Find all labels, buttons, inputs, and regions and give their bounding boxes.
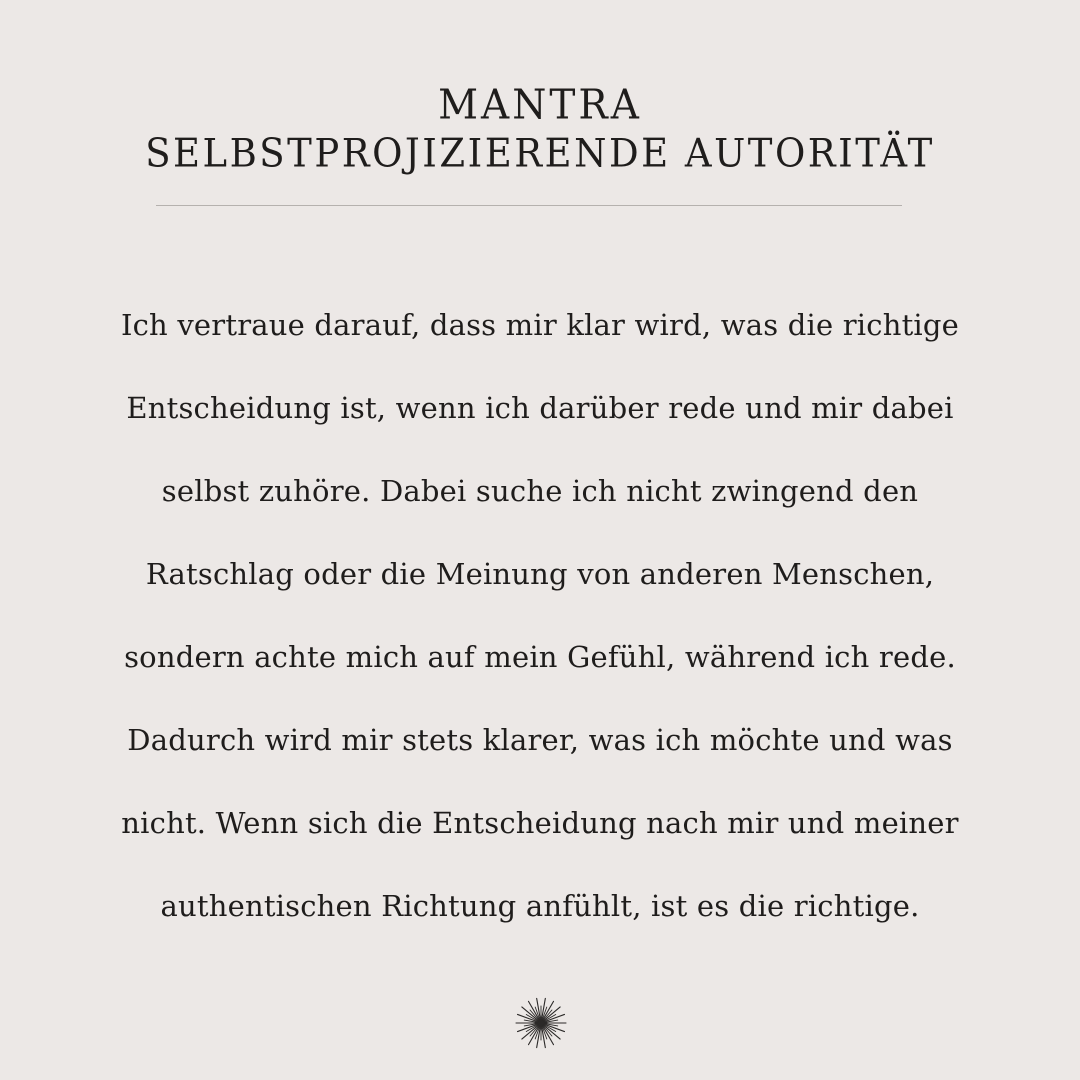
title-line-mantra: MANTRA bbox=[438, 81, 642, 130]
mantra-line: nicht. Wenn sich die Entscheidung nach mir und meiner bbox=[121, 806, 959, 840]
page-title bbox=[0, 82, 1080, 178]
mantra-line: Ich vertraue darauf, dass mir klar wird, was die richtige bbox=[120, 308, 960, 342]
mantra-line: Entscheidung ist, wenn ich darüber rede und mir dabei bbox=[126, 391, 954, 425]
title-divider bbox=[156, 205, 902, 206]
mantra-line: Dadurch wird mir stets klarer, was ich möchte und was bbox=[127, 723, 953, 757]
mantra-line: Ratschlag oder die Meinung von anderen Menschen, bbox=[145, 557, 935, 591]
mantra-line: sondern achte mich auf mein Gefühl, während ich rede. bbox=[124, 640, 956, 674]
sunburst-star-icon bbox=[514, 996, 568, 1050]
mantra-line: selbst zuhöre. Dabei suche ich nicht zwingend den bbox=[161, 474, 919, 508]
mantra-text bbox=[100, 284, 980, 948]
mantra-line: authentischen Richtung anfühlt, ist es die richtige. bbox=[160, 889, 920, 923]
title-line-authority: SELBSTPROJIZIERENDE AUTORITÄT bbox=[145, 130, 935, 177]
